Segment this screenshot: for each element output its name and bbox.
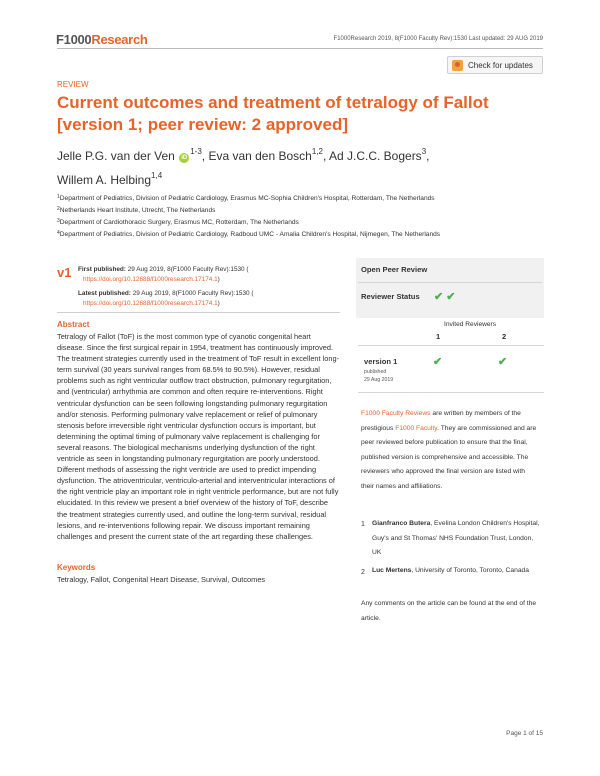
author-affil-sup: 3 (421, 147, 427, 156)
comments-note: Any comments on the article can be found at the end of the article. (361, 600, 537, 622)
latest-doi-link[interactable]: https://doi.org/10.12688/f1000research.17174.1 (83, 299, 218, 307)
author-name[interactable]: Ad J.C.C. Bogers (328, 149, 422, 163)
author-affil-sup: 1,4 (151, 171, 163, 180)
version-1-label[interactable]: version 1 (364, 357, 398, 366)
reviewer-2-number: 2 (361, 569, 365, 576)
reviewer-table-bottom-divider (358, 392, 544, 393)
reviewer-2-entry: Luc Mertens, University of Toronto, Toronto, Canada (372, 567, 529, 574)
affiliation-item: $^3$Department of Cardiothoracic Surgery, Erasmus MC, Rotterdam, The Netherlands (57, 218, 299, 226)
affiliation-list (57, 192, 557, 240)
author-affil-sup: 1,2 (311, 147, 323, 156)
abstract-text: Tetralogy of Fallot (ToF) is the most common type of cyanotic congenital heart disease. Since the first surgical repair in 1954, treatment has continuously improved. The treatment strategies currently used in the treatment of ToF result in excellent long-term survival (30 years survival ranges from 68.5% to 90.5%). However, residual problems such as right ventricular outflow tract obstruction, pulmonary regurgitation, and (ventricular) arrhythmia are common and often require re-interventions. Right ventricular dysfunction can be seen following longstanding pulmonary regurgitation and/or stenosis. Performing pulmonary valve replacement or relief of pulmonary stenosis before irreversible right ventricular dysfunction occurs is important, but determining the optimal timing of pulmonary valve replacement is challenging for several reasons. The biological mechanisms underlying dysfunction of the right ventricle as seen in longstanding pulmonary regurgitation are poorly understood. Different methods of assessing the right ventricle are used to predict impending dysfunction. The atrioventricular, ventriculo-arterial and interventricular interactions of the right ventricle play an important role in right ventricle performance, but are not fully elucidated. In this review we present a brief overview of the history of ToF, describe the treatment strategies currently used, and outline the long-term survival, residual lesions, and re-interventions following repair. We discuss important remaining challenges and present the current state of the art regarding these challenges. (57, 332, 340, 541)
affiliation-item: $^4$Department of Pediatrics, Division of Pediatric Cardiology, Radboud UMC - Amalia Children's Hospital, Nijmegen, The Netherlands (57, 230, 441, 238)
article-title: Current outcomes and treatment of tetralogy of Fallot [version 1; peer review: 2 approved] (57, 93, 489, 134)
panel-divider (358, 282, 542, 283)
author-affil-sup: 1-3 (190, 147, 202, 156)
version-badge: v1 (57, 265, 72, 280)
reviewer-2-approved-icon[interactable]: ✔ (498, 356, 508, 368)
faculty-reviews-note: F1000 Faculty Reviews are written by members of the prestigious F1000 Faculty. They are commissioned and are peer reviewed before publication to ensure that the final, published version is comprehensive and accessible. The reviewers who approved the final version are listed with their names and affiliations. (361, 410, 537, 490)
author-name[interactable]: Willem A. Helbing (57, 173, 152, 187)
reviewer-table-divider (358, 345, 544, 346)
logo-suffix: Research (91, 32, 148, 47)
f1000-faculty-link[interactable]: F1000 Faculty (395, 424, 438, 432)
reviewer-column-2[interactable]: 2 (502, 332, 507, 341)
approved-check-icons: ✔ ✔ (434, 291, 456, 303)
affiliation-item: $^1$Department of Pediatrics, Division of Pediatric Cardiology, Erasmus MC-Sophia Children's Hospital, Rotterdam, The Netherlands (57, 194, 435, 202)
author-name[interactable]: Jelle P.G. van der Ven (57, 149, 175, 163)
crossmark-icon (452, 60, 463, 71)
faculty-reviews-link[interactable]: F1000 Faculty Reviews (361, 410, 431, 417)
reviewer-1-number: 1 (361, 521, 365, 528)
publication-info (78, 265, 328, 313)
reviewer-1-approved-icon[interactable]: ✔ (433, 356, 443, 368)
header-divider (57, 48, 543, 49)
affiliation-item: $^2$Netherlands Heart Institute, Utrecht, The Netherlands (57, 206, 216, 214)
keywords-text: Tetralogy, Fallot, Congenital Heart Disease, Survival, Outcomes (57, 575, 266, 584)
reviewer-status-label: Reviewer Status (361, 292, 420, 301)
page-number: Page 1 of 15 (506, 730, 543, 737)
open-peer-review-heading: Open Peer Review (361, 265, 428, 274)
orcid-icon[interactable]: iD (181, 155, 188, 161)
invited-reviewers-label: Invited Reviewers (444, 321, 497, 328)
author-list: Jelle P.G. van der Ven $iD^{1-3}$, Eva van den Bosch$^{1,2}$, Ad J.C.C. Bogers$^3$, Willem A. Helbing$^{1,4}$ (57, 147, 430, 187)
check-for-updates-label: Check for updates (468, 60, 533, 70)
f1000research-logo[interactable] (56, 32, 148, 47)
author-name[interactable]: Eva van den Bosch (208, 149, 312, 163)
reviewer-1-entry: Gianfranco Butera, Evelina London Children's Hospital, Guy's and St Thomas' NHS Foundation Trust, London, UK (372, 520, 540, 556)
version-1-status: published 29 Aug 2019 (364, 369, 394, 383)
reviewer-2-name[interactable]: Luc Mertens (372, 567, 412, 574)
reviewer-column-1[interactable]: 1 (436, 332, 441, 341)
latest-published: Latest published: 29 Aug 2019, 8(F1000 Faculty Rev):1530 ( https://doi.org/10.12688/f1000research.17174.1) (78, 290, 254, 307)
abstract-heading: Abstract (57, 320, 90, 329)
publication-divider (57, 312, 340, 313)
first-doi-link[interactable]: https://doi.org/10.12688/f1000research.17174.1 (83, 275, 218, 283)
article-type-label: REVIEW (57, 80, 89, 89)
keywords-heading: Keywords (57, 563, 96, 572)
logo-prefix: F1000 (56, 32, 92, 47)
first-published: First published: 29 Aug 2019, 8(F1000 Faculty Rev):1530 ( https://doi.org/10.12688/f1000research.17174.1) (78, 266, 249, 283)
header-meta: F1000Research 2019, 8(F1000 Faculty Rev):1530 Last updated: 29 AUG 2019 (333, 36, 543, 42)
reviewer-1-name[interactable]: Gianfranco Butera (372, 520, 431, 527)
check-for-updates-button[interactable] (447, 56, 543, 74)
